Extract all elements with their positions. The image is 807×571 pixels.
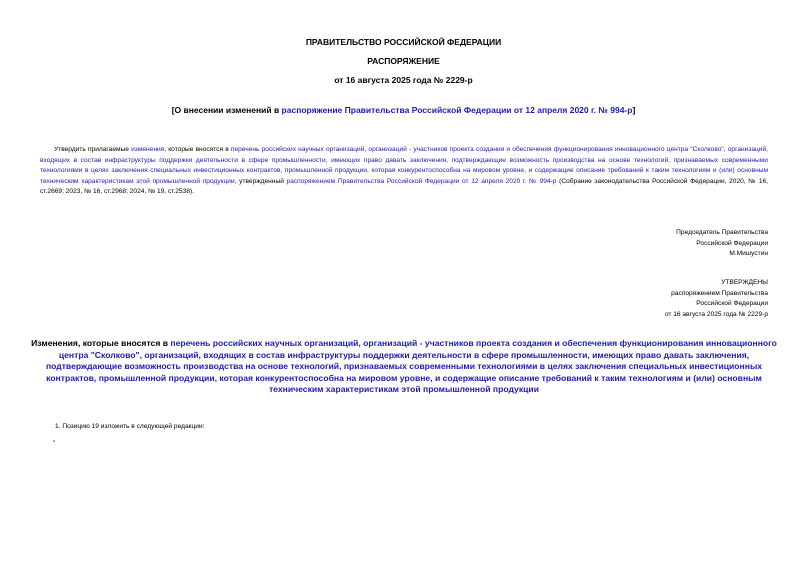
item-1-text: 1. Позицию 19 изложить в следующей редакции: xyxy=(55,423,205,430)
document-type-heading: РАСПОРЯЖЕНИЕ xyxy=(367,56,440,66)
opening-quote: " xyxy=(53,440,56,447)
approved-label: УТВЕРЖДЕНЫ xyxy=(721,279,768,286)
paragraph-text-2: , которые вносятся в xyxy=(164,146,231,153)
amended-order-link[interactable]: распоряжение Правительства Российской Федерации от 12 апреля 2020 г. № 994-р xyxy=(281,105,633,115)
base-order-link[interactable]: распоряжением Правительства Российской Федерации от 12 апреля 2020 г. № 994-р xyxy=(286,177,557,185)
changes-title xyxy=(30,338,778,396)
approved-by: распоряжением Правительства xyxy=(671,289,768,297)
paragraph-text-3: , утвержденный xyxy=(234,177,287,185)
changes-title-prefix: Изменения, которые вносятся в xyxy=(31,338,171,348)
organizations-list-link[interactable]: перечень российских научных организаций, организаций - участников проекта создания и обеспечения функционирования инновационного центра "Сколково", организаций, входящих в состав инфраструктуры поддержки деятельности в сфере промышленности, имеющих право давать заключения, подтверждающие возможность производства на основе технологий, признаваемых современными технологиями в целях заключения специальных инвестиционных контрактов, промышленной продукции, которая конкурентоспособна на мировом уровне, и содержащие описание требований к таким технологиям и (или) основным техническим характеристикам этой промышленной продукции xyxy=(40,146,768,185)
amendment-heading xyxy=(0,105,807,115)
government-heading: ПРАВИТЕЛЬСТВО РОССИЙСКОЙ ФЕДЕРАЦИИ xyxy=(305,37,502,47)
amendment-heading-prefix: [О внесении изменений в xyxy=(171,105,282,115)
approved-date-number: от 16 августа 2025 года № 2229-р xyxy=(664,310,768,318)
approved-country: Российской Федерации xyxy=(696,300,768,307)
paragraph-text-1: Утвердить прилагаемые xyxy=(54,146,132,153)
changes-link[interactable]: изменения xyxy=(131,146,165,153)
amendment-heading-suffix: ] xyxy=(632,105,636,115)
paragraph-text-4: (Собрание законодательства Российской Федерации, 2020, № 16, ст.2669; 2023, № 16, ст.2968; 2024, № 19, ст.2538). xyxy=(40,177,768,195)
signature-country: Российской Федерации xyxy=(696,239,768,247)
approved-block xyxy=(665,278,768,320)
changes-list-link[interactable]: перечень российских научных организаций, организаций - участников проекта создания и обеспечения функционирования инновационного центра "Сколково", организаций, входящих в состав инфраструктуры поддержки деятельности в сфере промышленности, имеющих право давать заключения, подтверждающие возможность производства на основе технологий, признаваемых современными технологиями в целях заключения специальных инвестиционных контрактов, промышленной продукции, которая конкурентоспособна на мировом уровне, и содержащие описание требований к таким технологиям и (или) основным техническим характеристикам этой промышленной продукции xyxy=(45,338,777,394)
signature-block xyxy=(676,228,768,260)
signature-position: Председатель Правительства xyxy=(676,229,768,236)
main-paragraph xyxy=(40,145,768,198)
signature-name: М.Мишустин xyxy=(729,250,768,257)
document-date-number: от 16 августа 2025 года № 2229-р xyxy=(334,75,473,85)
